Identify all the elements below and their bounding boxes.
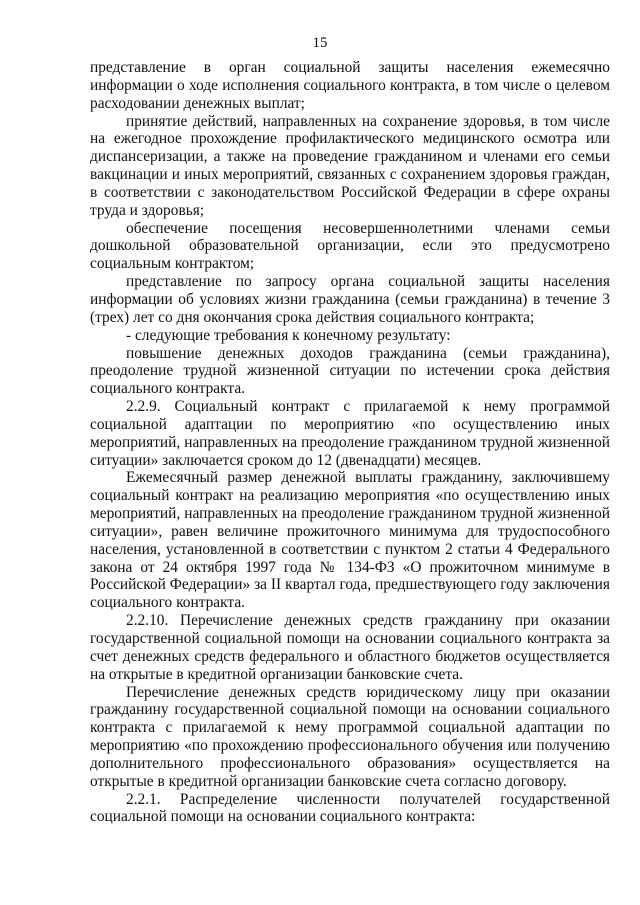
paragraph: представление по запросу органа социальной защиты населения информации об условиях жизни гражданина (семьи гражданина) в течение 3 (трех) лет со дня окончания срока действия социального контракта; [90,273,610,326]
paragraph: 2.2.9. Социальный контракт с прилагаемой к нему программой социальной адаптации по мероприятию «по осуществлению иных мероприятий, направленных на преодоление гражданином трудной жизненной ситуации» заключается сроком до 12 (двенадцати) месяцев. [90,398,610,469]
paragraph: обеспечение посещения несовершеннолетними членами семьи дошкольной образовательной организации, если это предусмотрено социальным контрактом; [90,219,610,273]
document-body [90,59,610,826]
paragraph: - следующие требования к конечному результату: [126,326,451,344]
paragraph: Ежемесячный размер денежной выплаты гражданину, заключившему социальный контракт на реализацию мероприятия «по осуществлению иных мероприятий, направленных на преодоление гражданином трудной жизненной ситуации», равен величине прожиточного минимума для трудоспособного населения, установленной в соответствии с пунктом 2 статьи 4 Федерального закона от 24 октября 1997 года № 134-ФЗ «О прожиточном минимуме в Российской Федерации» за II квартал года, предшествующего году заключения социального контракта. [90,469,610,612]
paragraph: принятие действий, направленных на сохранение здоровья, в том числе на ежегодное прохождение профилактического медицинского осмотра или диспансеризации, а также на проведение гражданином и членами его семьи вакцинации и иных мероприятий, связанных с сохранением здоровья граждан, в соответствии с законодательством Российской Федерации в сфере охраны труда и здоровья; [90,112,610,219]
paragraph: повышение денежных доходов гражданина (семьи гражданина), преодоление трудной жизненной ситуации по истечении срока действия социального контракта. [90,344,610,398]
page-number: 15 [312,35,328,51]
paragraph: Перечисление денежных средств юридическому лицу при оказании гражданину государственной социальной помощи на основании социального контракта с прилагаемой к нему программой социальной адаптации по мероприятию «по прохождению профессионального обучения или получению дополнительного профессионального образования» осуществляется на открытые в кредитной организации банковские счета согласно договору. [90,683,610,790]
paragraph: 2.2.10. Перечисление денежных средств гражданину при оказании государственной социальной помощи на основании социального контракта за счет денежных средств федерального и областного бюджетов осуществляется на открытые в кредитной организации банковские счета. [90,612,610,683]
paragraph: представление в орган социальной защиты населения ежемесячно информации о ходе исполнения социального контракта, в том числе о целевом расходовании денежных выплат; [90,59,610,112]
paragraph: 2.2.1. Распределение численности получателей государственной социальной помощи на основании социального контракта: [90,790,610,826]
